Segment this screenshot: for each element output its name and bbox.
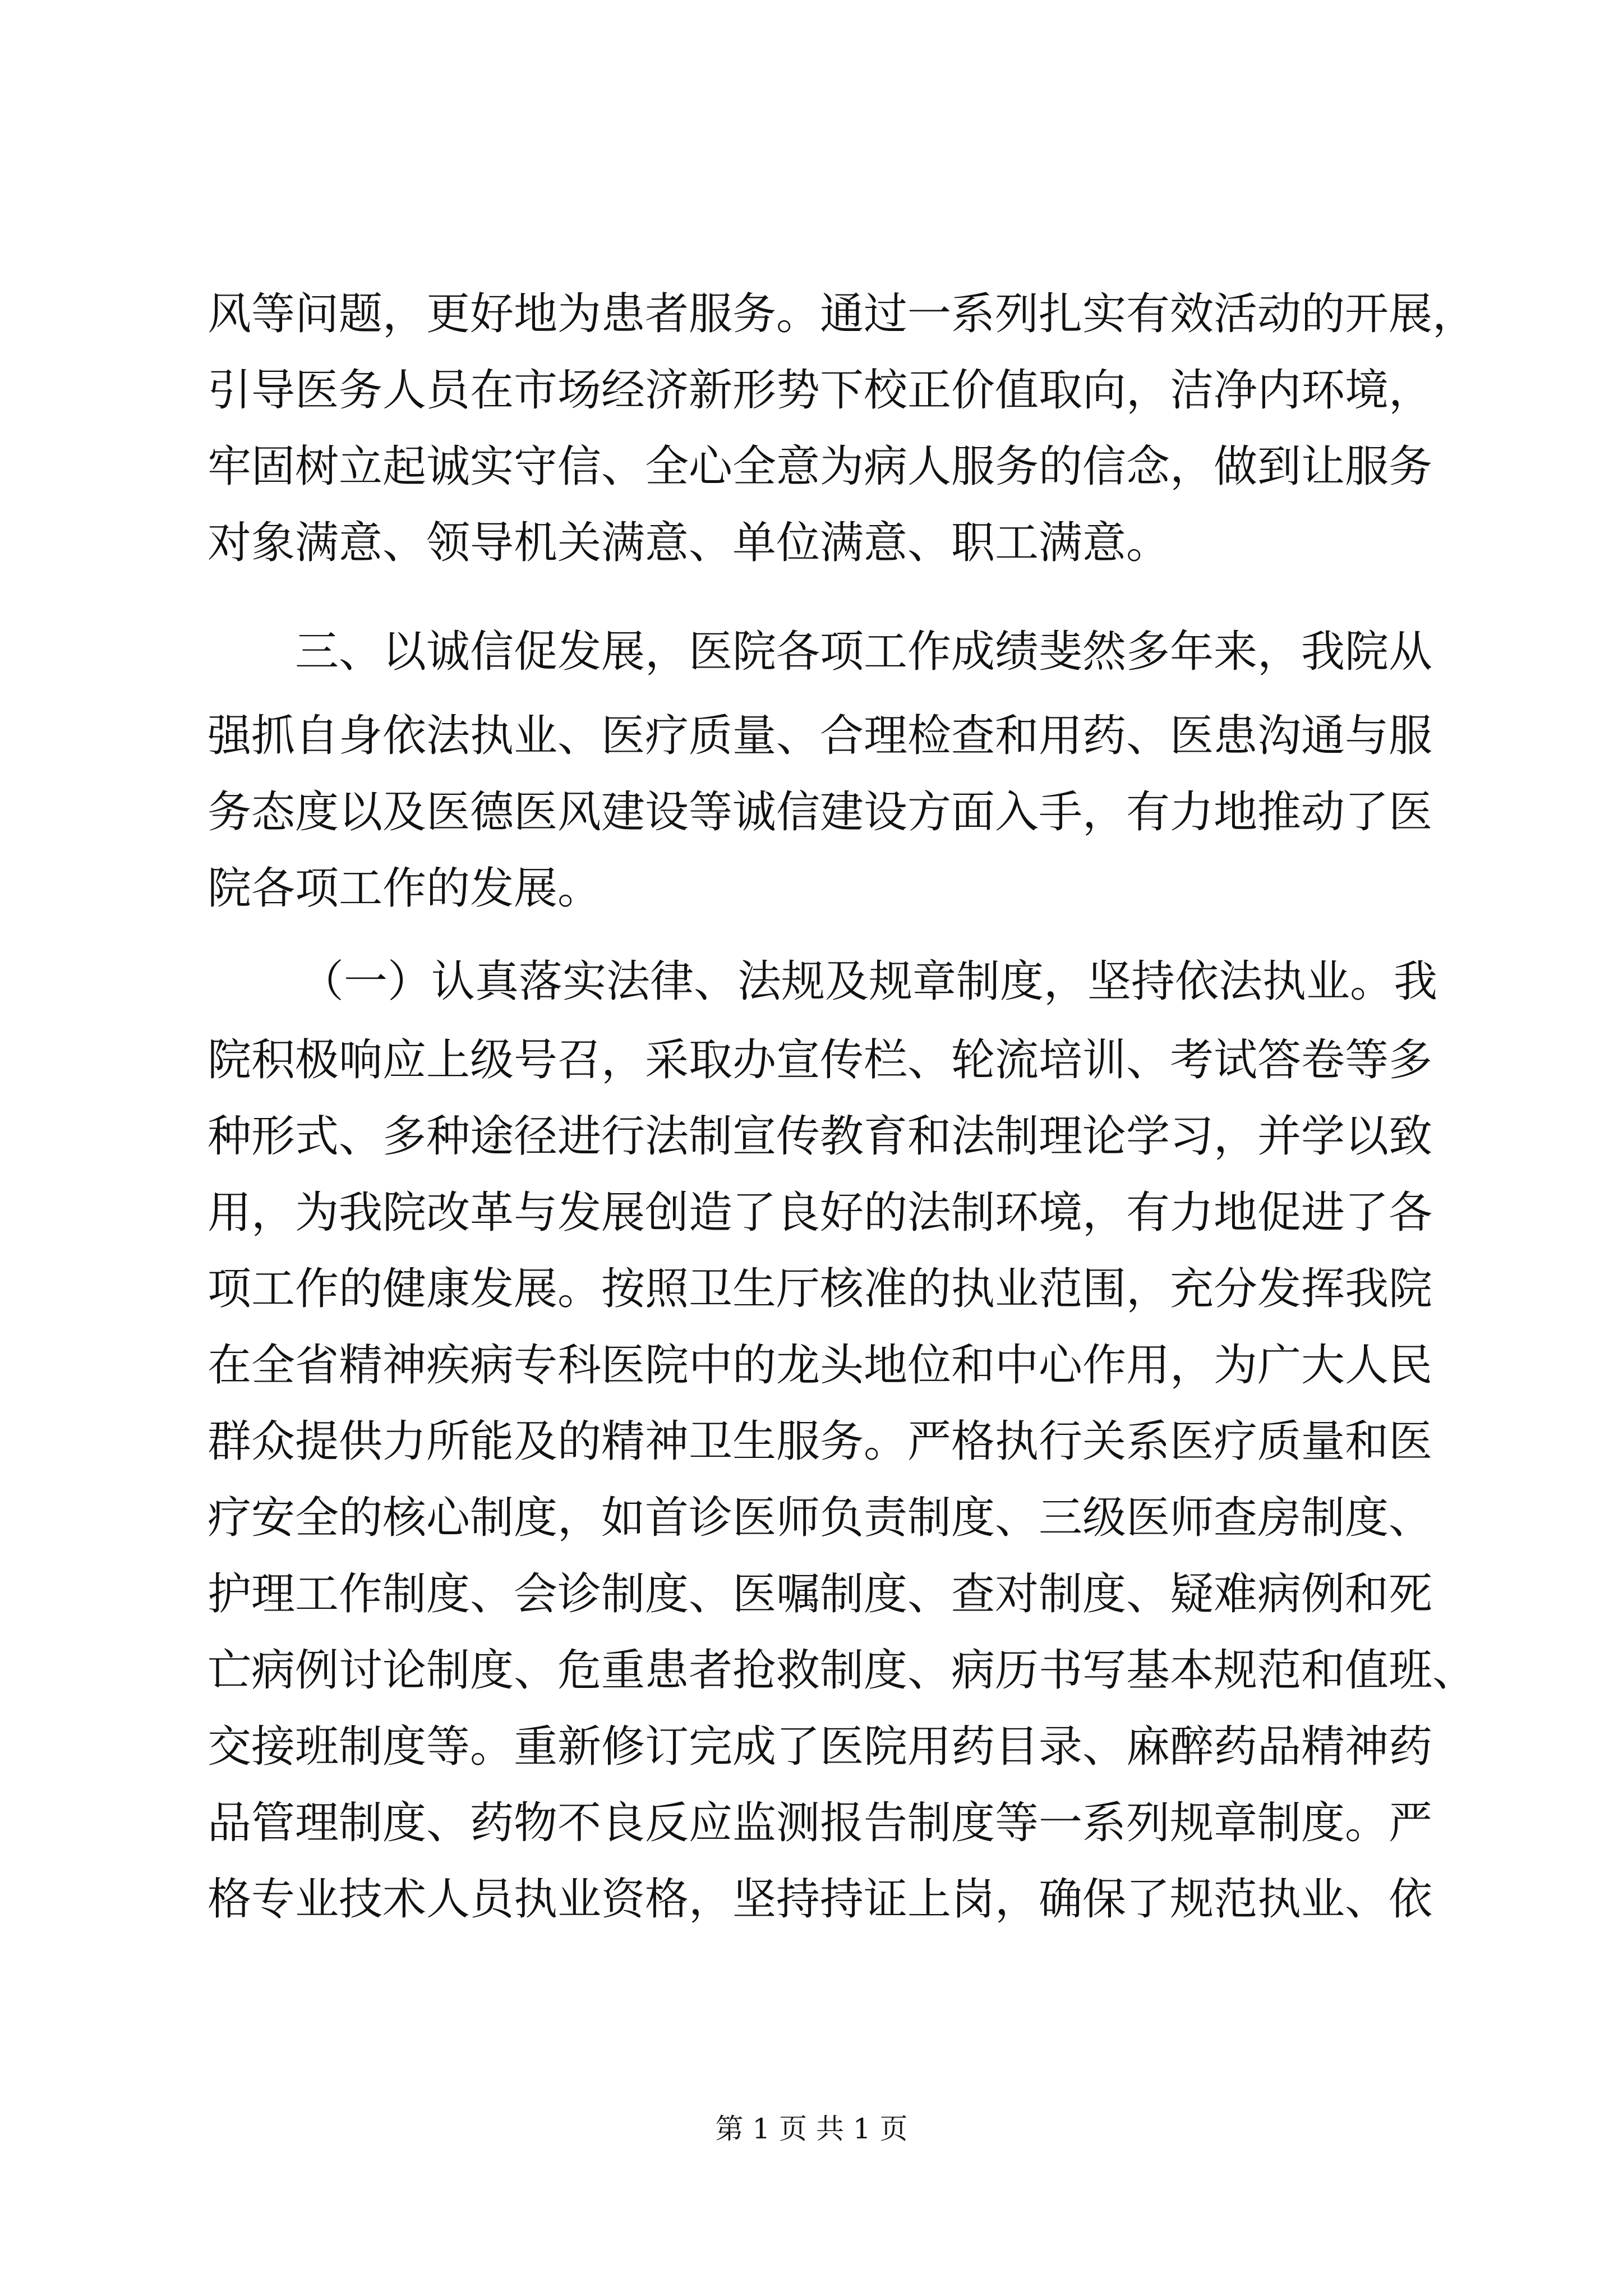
text-line: 疗安全的核心制度，如首诊医师负责制度、三级医师查房制度、: [208, 1493, 1433, 1543]
text-line: 务态度以及医德医风建设等诚信建设方面入手，有力地推动了医: [208, 787, 1433, 838]
text-line: 格专业技术人员执业资格，坚持持证上岗，确保了规范执业、依: [208, 1874, 1433, 1925]
text-line: 品管理制度、药物不良反应监测报告制度等一系列规章制度。严: [208, 1798, 1433, 1848]
text-line: 用，为我院改革与发展创造了良好的法制环境，有力地促进了各: [208, 1188, 1433, 1238]
text-line: 种形式、多种途径进行法制宣传教育和法制理论学习，并学以致: [208, 1111, 1433, 1162]
text-line: 交接班制度等。重新修订完成了医院用药目录、麻醉药品精神药: [208, 1722, 1433, 1772]
text-line: 风等问题，更好地为患者服务。通过一系列扎实有效活动的开展，: [208, 289, 1477, 339]
text-line: （一）认真落实法律、法规及规章制度，坚持依法执业。我: [300, 956, 1438, 1007]
text-line: 院积极响应上级号召，采取办宣传栏、轮流培训、考试答卷等多: [208, 1035, 1433, 1085]
text-line: 引导医务人员在市场经济新形势下校正价值取向，洁净内环境，: [208, 365, 1433, 416]
text-line: 牢固树立起诚实守信、全心全意为病人服务的信念，做到让服务: [208, 441, 1433, 492]
text-line: 在全省精神疾病专科医院中的龙头地位和中心作用，为广大人民: [208, 1340, 1433, 1391]
text-line: 项工作的健康发展。按照卫生厅核准的执业范围，充分发挥我院: [208, 1264, 1433, 1314]
page-number-label: 第 1 页 共 1 页: [715, 2113, 908, 2145]
text-line: 亡病例讨论制度、危重患者抢救制度、病历书写基本规范和值班、: [208, 1645, 1477, 1696]
text-line: 护理工作制度、会诊制度、医嘱制度、查对制度、疑难病例和死: [208, 1569, 1433, 1619]
text-line: 对象满意、领导机关满意、单位满意、职工满意。: [208, 518, 1170, 568]
text-line: 三、以诚信促发展，医院各项工作成绩斐然多年来，我院从: [295, 627, 1433, 677]
page-footer: [0, 2109, 1623, 2148]
text-line: 群众提供力所能及的精神卫生服务。严格执行关系医疗质量和医: [208, 1416, 1433, 1467]
text-line: 强抓自身依法执业、医疗质量、合理检查和用药、医患沟通与服: [208, 711, 1433, 761]
text-line: 院各项工作的发展。: [208, 863, 602, 914]
